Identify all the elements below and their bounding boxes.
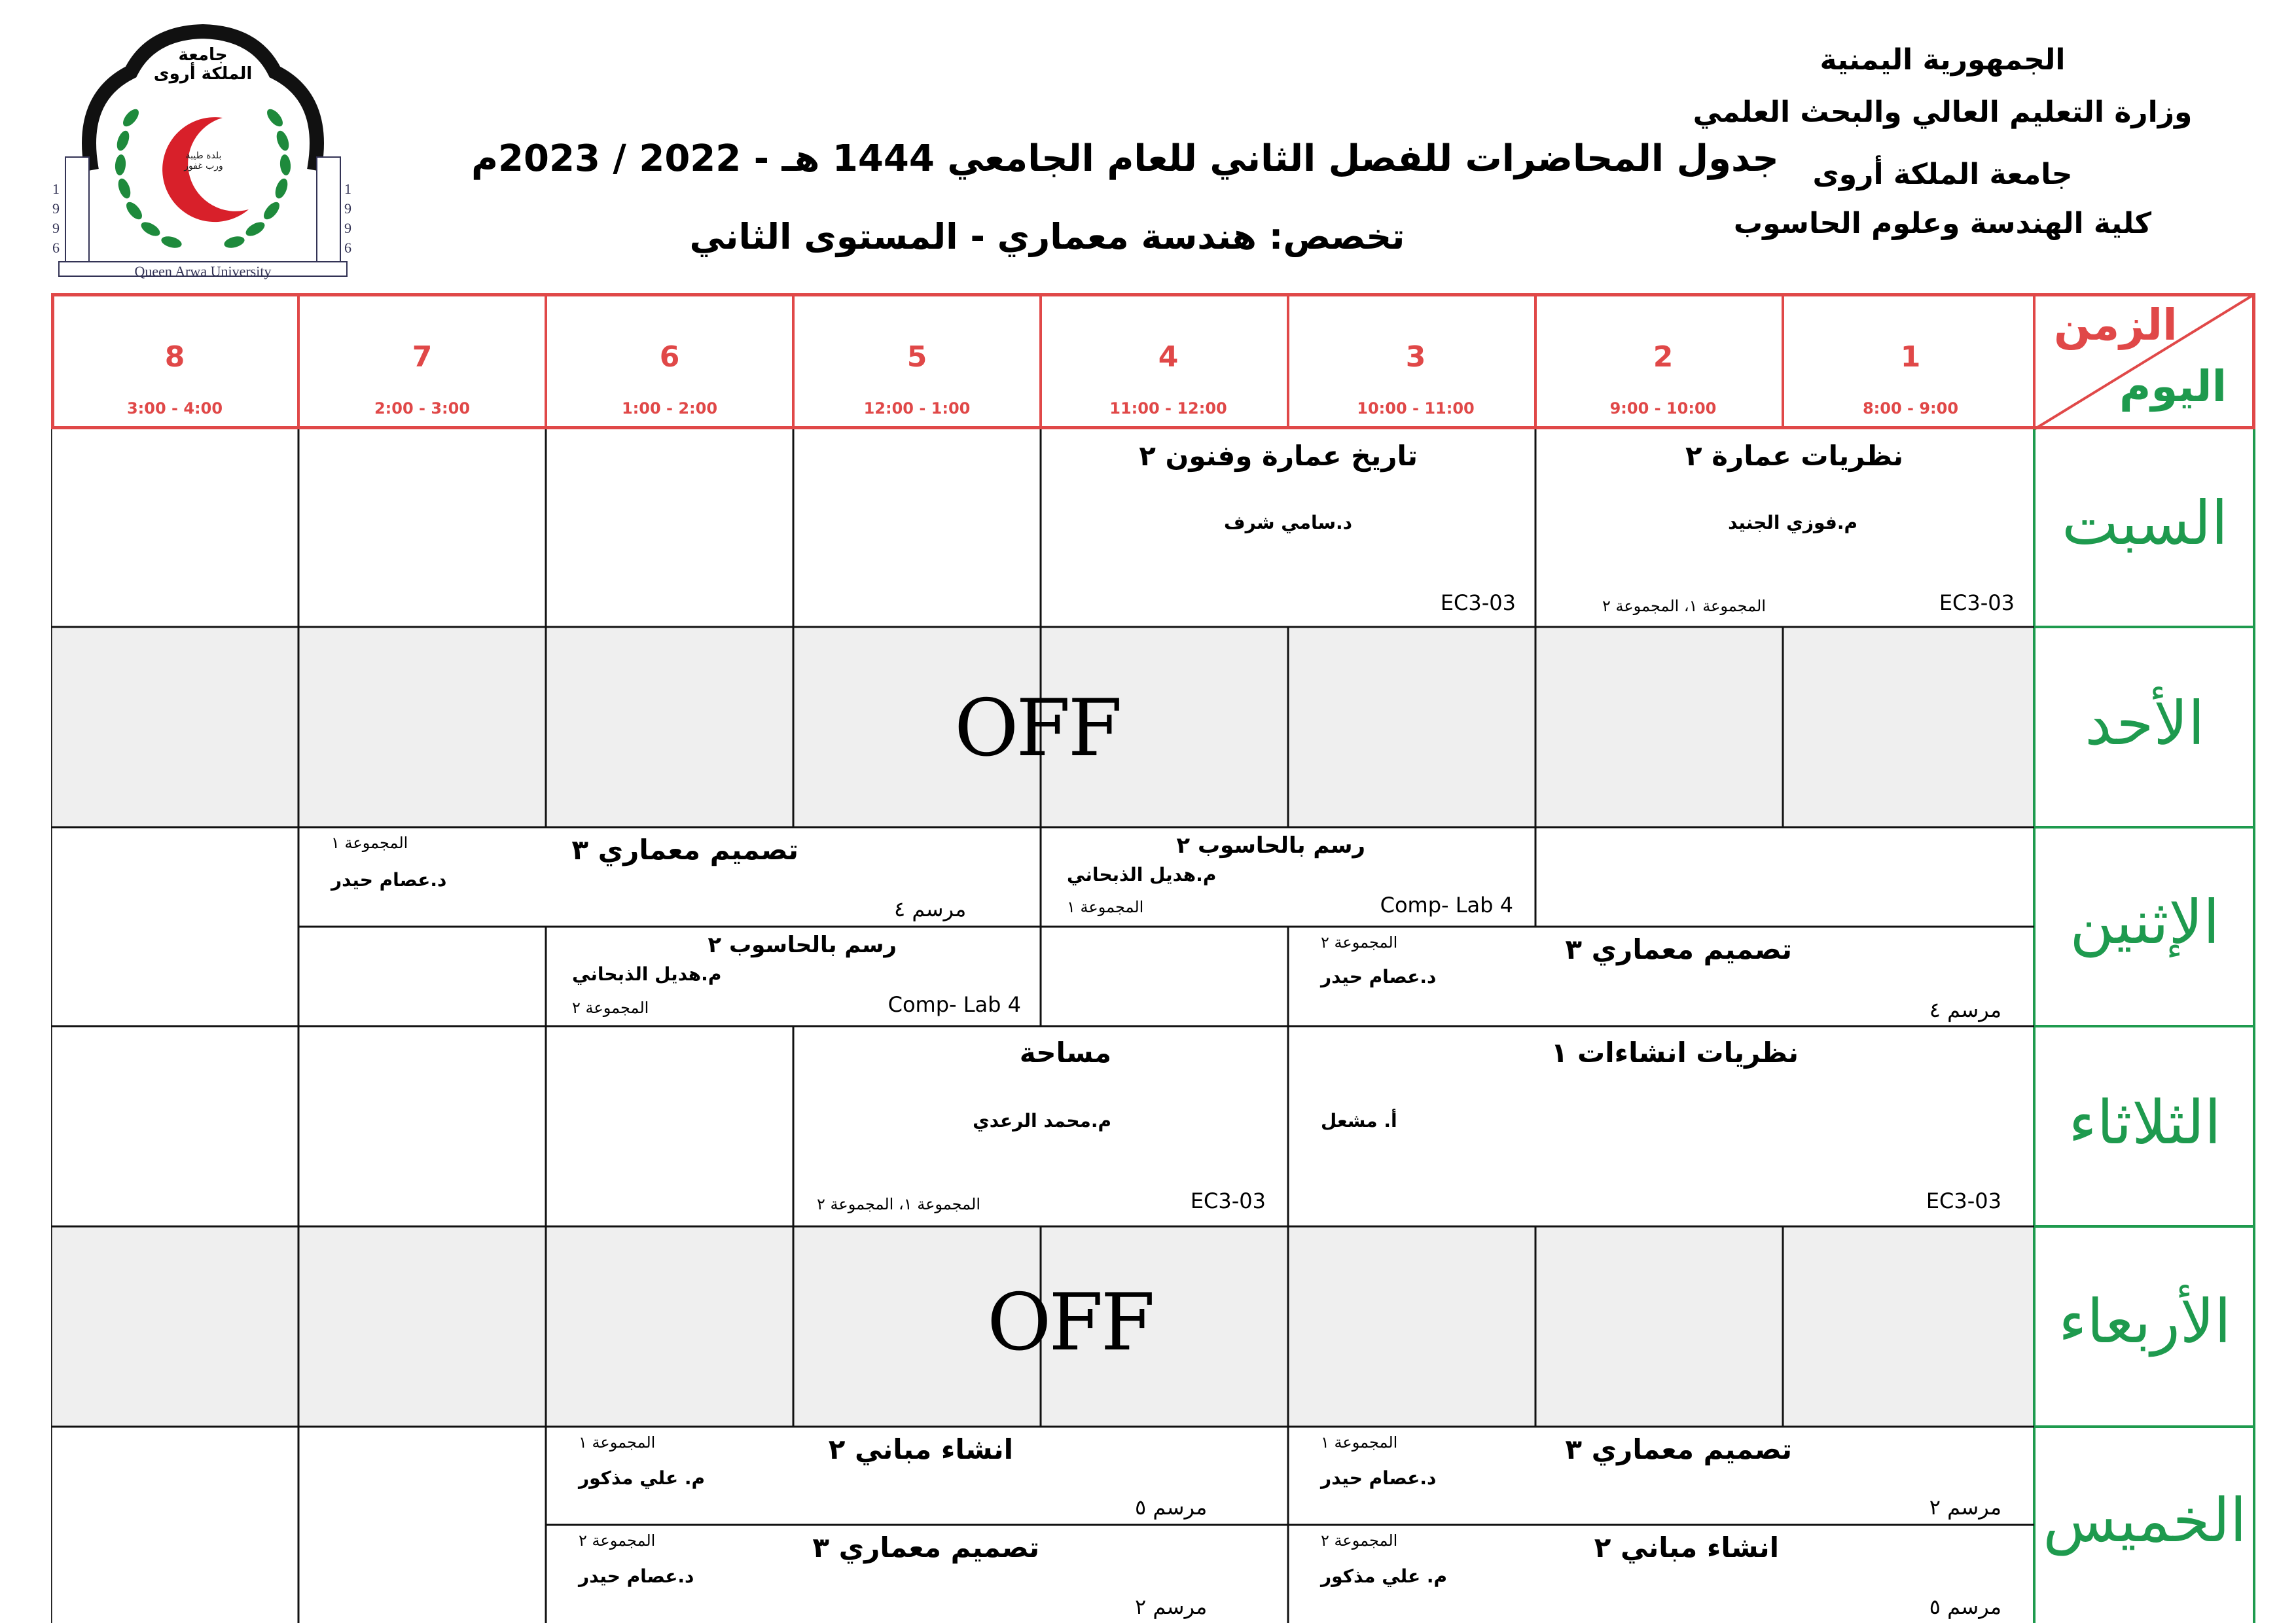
day-monday: الإثنين — [2070, 887, 2220, 957]
class-cell[interactable] — [546, 1427, 1288, 1525]
instructor-name: د.عصام حيدر — [1321, 966, 1437, 988]
room-label: EC3-03 — [1926, 1188, 2001, 1213]
republic-name: الجمهورية اليمنية — [1820, 43, 2066, 77]
group-label: المجموعة ١ — [1321, 1433, 1398, 1452]
instructor-name: د.عصام حيدر — [1321, 1467, 1437, 1489]
corner-time-label: الزمن — [2054, 300, 2178, 350]
class-cell[interactable] — [1288, 927, 2034, 1026]
slot-number: 7 — [412, 340, 433, 374]
logo-arc-text: جامعة الملكة أروى — [153, 45, 253, 84]
slot-number: 8 — [164, 340, 185, 374]
class-cell[interactable] — [1288, 1427, 2034, 1525]
college-name: كلية الهندسة وعلوم الحاسوب — [1733, 207, 2152, 240]
schedule-title: جدول المحاضرات للفصل الثاني للعام الجامعي 1444 هـ - 2022 / 2023م — [471, 137, 1779, 180]
slot-number: 6 — [659, 340, 680, 374]
corner-day-label: اليوم — [2119, 361, 2227, 412]
instructor-name: م.فوزي الجنيد — [1728, 512, 1857, 533]
day-tuesday: الثلاثاء — [2068, 1088, 2221, 1158]
day-saturday: السبت — [2062, 488, 2228, 558]
slot-number: 3 — [1405, 340, 1426, 374]
group-label: المجموعة ١ — [579, 1433, 656, 1452]
room-label: EC3-03 — [1939, 590, 2015, 615]
instructor-name: م. علي مذكور — [1321, 1565, 1448, 1587]
course-title: مساحة — [1019, 1037, 1111, 1069]
university-name: جامعة الملكة أروى — [1812, 158, 2073, 191]
instructor-name: م. علي مذكور — [579, 1467, 706, 1489]
class-cell[interactable] — [298, 827, 1041, 927]
group-label: المجموعة ١ — [1067, 898, 1144, 916]
class-cell[interactable] — [793, 1026, 1288, 1226]
logo-motto: بلدة طيبة ورب غفور — [184, 151, 223, 172]
course-title: تصميم معماري ٣ — [1565, 1433, 1792, 1465]
slot-number: 2 — [1653, 340, 1674, 374]
course-title: رسم بالحاسوب ٢ — [1176, 832, 1365, 859]
course-title: تاريخ عمارة وفنون ٢ — [1139, 440, 1418, 472]
instructor-name: م.محمد الرعدي — [973, 1110, 1111, 1132]
class-cell[interactable] — [1288, 1026, 2034, 1226]
slot-time: 8:00 - 9:00 — [1862, 399, 1959, 418]
room-label: مرسم ٢ — [1135, 1594, 1208, 1619]
slot-number: 5 — [906, 340, 927, 374]
ministry-name: وزارة التعليم العالي والبحث العلمي — [1693, 96, 2193, 129]
course-title: تصميم معماري ٣ — [1565, 933, 1792, 965]
slot-time: 9:00 - 10:00 — [1609, 399, 1717, 418]
instructor-name: د.عصام حيدر — [579, 1565, 694, 1587]
day-wednesday: الأربعاء — [2058, 1287, 2231, 1357]
room-label: مرسم ٥ — [1135, 1495, 1208, 1520]
group-label: المجموعة ٢ — [1321, 1531, 1398, 1550]
instructor-name: د.سامي شرف — [1224, 512, 1352, 533]
group-label: المجموعة ٢ — [1321, 933, 1398, 952]
room-label: Comp- Lab 4 — [1380, 893, 1513, 918]
instructor-name: م.هديل الذبحاني — [1067, 864, 1217, 885]
class-cell[interactable] — [1535, 429, 2034, 627]
class-cell[interactable] — [1288, 1525, 2034, 1623]
logo-year-left: 1 9 9 6 — [52, 181, 60, 256]
group-label: المجموعة ١، المجموعة ٢ — [1602, 597, 1766, 615]
day-thursday: الخميس — [2043, 1486, 2247, 1556]
group-label: المجموعة ٢ — [579, 1531, 656, 1550]
room-label: Comp- Lab 4 — [888, 992, 1021, 1017]
instructor-name: د.عصام حيدر — [331, 869, 447, 891]
class-cell[interactable] — [1041, 827, 1535, 927]
course-title: تصميم معماري ٣ — [812, 1531, 1039, 1563]
group-label: المجموعة ٢ — [572, 999, 649, 1017]
university-logo — [52, 20, 353, 281]
slot-time: 11:00 - 12:00 — [1109, 399, 1227, 418]
slot-time: 1:00 - 2:00 — [621, 399, 718, 418]
course-title: انشاء مباني ٢ — [1594, 1531, 1779, 1563]
class-cell[interactable] — [546, 1525, 1288, 1623]
instructor-name: أ. مشعل — [1321, 1110, 1397, 1132]
room-label: مرسم ٤ — [894, 897, 967, 921]
slot-time: 3:00 - 4:00 — [126, 399, 223, 418]
group-label: المجموعة ١ — [331, 834, 408, 852]
room-label: EC3-03 — [1440, 590, 1516, 615]
room-label: مرسم ٤ — [1929, 997, 2001, 1022]
room-label: EC3-03 — [1190, 1188, 1266, 1213]
schedule-table — [51, 291, 2255, 1623]
group-label: المجموعة ١، المجموعة ٢ — [817, 1195, 981, 1213]
day-sunday: الأحد — [2085, 688, 2205, 758]
instructor-name: م.هديل الذبحاني — [572, 963, 722, 985]
class-cell[interactable] — [546, 927, 1041, 1026]
course-title: نظريات عمارة ٢ — [1685, 440, 1903, 472]
slot-time: 10:00 - 11:00 — [1357, 399, 1475, 418]
program-title: تخصص: هندسة معماري - المستوى الثاني — [689, 216, 1405, 257]
slot-number: 4 — [1158, 340, 1179, 374]
course-title: رسم بالحاسوب ٢ — [708, 932, 897, 958]
slot-time: 2:00 - 3:00 — [374, 399, 471, 418]
slot-number: 1 — [1900, 340, 1921, 374]
off-label-wednesday: OFF — [987, 1277, 1153, 1368]
logo-english-name: Queen Arwa University — [134, 263, 272, 279]
course-title: انشاء مباني ٢ — [828, 1433, 1013, 1465]
slot-time: 12:00 - 1:00 — [863, 399, 971, 418]
room-label: مرسم ٥ — [1929, 1594, 2001, 1619]
course-title: نظريات انشاءات ١ — [1551, 1037, 1799, 1069]
room-label: مرسم ٢ — [1929, 1495, 2001, 1520]
course-title: تصميم معماري ٣ — [571, 834, 798, 866]
class-cell[interactable] — [1041, 429, 1535, 627]
off-label-sunday: OFF — [954, 683, 1120, 774]
logo-year-right: 1 9 9 6 — [344, 181, 351, 256]
